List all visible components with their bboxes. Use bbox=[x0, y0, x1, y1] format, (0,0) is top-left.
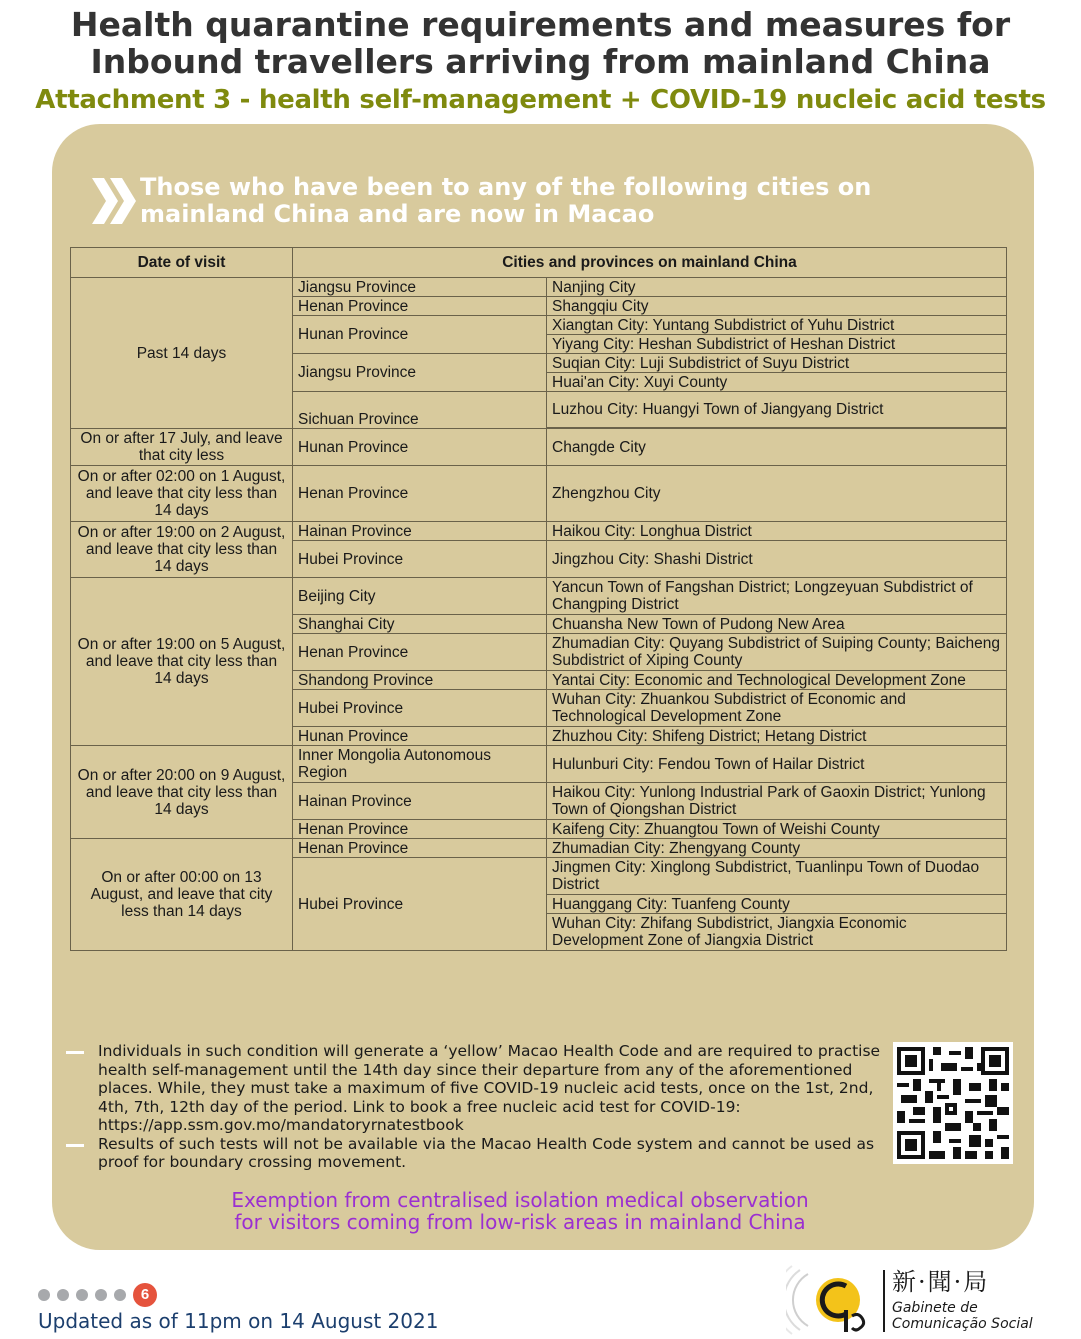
province-cell: Hainan Province bbox=[293, 783, 547, 820]
logo-portuguese-name bbox=[892, 1300, 1033, 1332]
city-cell: Haikou City: Longhua District bbox=[547, 522, 1007, 541]
note-item bbox=[64, 1135, 890, 1172]
logo-pt-line-2: Comunicação Social bbox=[892, 1316, 1033, 1332]
updated-timestamp: Updated as of 11pm on 14 August 2021 bbox=[38, 1309, 439, 1333]
province-cell: Hainan Province bbox=[293, 522, 547, 541]
province-cell: Hunan Province bbox=[293, 316, 547, 354]
city-cell: Jingzhou City: Shashi District bbox=[547, 541, 1007, 578]
city-cell: Xiangtan City: Yuntang Subdistrict of Yuhu District bbox=[547, 316, 1007, 335]
banner-text bbox=[140, 174, 960, 228]
province-cell: Henan Province bbox=[293, 634, 547, 671]
dash-bullet-icon bbox=[66, 1051, 84, 1054]
title-line-1: Health quarantine requirements and measures for bbox=[70, 5, 1011, 44]
section-banner bbox=[90, 174, 990, 230]
page-title bbox=[0, 6, 1081, 80]
date-cell: On or after 17 July, and leave that city less bbox=[71, 429, 293, 466]
province-cell: Henan Province bbox=[293, 839, 547, 858]
city-cell: Kaifeng City: Zhuangtou Town of Weishi County bbox=[547, 820, 1007, 839]
city-cell: Hulunburi City: Fendou Town of Hailar District bbox=[547, 746, 1007, 783]
city-cell: Wuhan City: Zhuankou Subdistrict of Economic and Technological Development Zone bbox=[547, 690, 1007, 727]
gcs-logo-mark-icon bbox=[786, 1264, 878, 1336]
city-cell: Changde City bbox=[547, 429, 1007, 466]
province-cell: Shanghai City bbox=[293, 615, 547, 634]
city-cell: Luzhou City: Huangyi Town of Jiangyang District bbox=[547, 392, 1007, 428]
city-cell: Wuhan City: Zhifang Subdistrict, Jiangxia Economic Development Zone of Jiangxia District bbox=[547, 914, 1007, 951]
city-cell: Shangqiu City bbox=[547, 297, 1007, 316]
city-cell: Yancun Town of Fangshan District; Longzeyuan Subdistrict of Changping District bbox=[547, 578, 1007, 615]
city-cell: Suqian City: Luji Subdistrict of Suyu District bbox=[547, 354, 1007, 373]
province-cell: Jiangsu Province bbox=[293, 354, 547, 392]
date-cell: Past 14 days bbox=[71, 278, 293, 429]
current-page-badge: 6 bbox=[133, 1283, 157, 1307]
province-cell: Henan Province bbox=[293, 297, 547, 316]
banner-line-1: Those who have been to any of the following cities on bbox=[140, 173, 872, 201]
date-cell: On or after 00:00 on 13 August, and leave that city less than 14 days bbox=[71, 839, 293, 951]
header-date-of-visit: Date of visit bbox=[71, 248, 293, 278]
province-cell: Hubei Province bbox=[293, 541, 547, 578]
city-cell: Huanggang City: Tuanfeng County bbox=[547, 895, 1007, 914]
double-chevron-right-icon bbox=[90, 176, 138, 226]
province-cell: Sichuan Province bbox=[293, 392, 547, 429]
exemption-line-1: Exemption from centralised isolation medical observation bbox=[231, 1188, 809, 1212]
qr-code-graphic bbox=[897, 1046, 1009, 1160]
page-dot[interactable] bbox=[95, 1289, 107, 1301]
note-item bbox=[64, 1042, 890, 1135]
page-subtitle: Attachment 3 - health self-management + COVID-19 nucleic acid tests bbox=[35, 85, 1046, 115]
header-cities-provinces: Cities and provinces on mainland China bbox=[293, 248, 1007, 278]
date-cell: On or after 19:00 on 5 August, and leave that city less than 14 days bbox=[71, 578, 293, 746]
page-dot[interactable] bbox=[114, 1289, 126, 1301]
city-cell: Zhengzhou City bbox=[547, 466, 1007, 522]
city-cell: Chuansha New Town of Pudong New Area bbox=[547, 615, 1007, 634]
city-cell: Zhumadian City: Zhengyang County bbox=[547, 839, 1007, 858]
page-dot[interactable] bbox=[38, 1289, 50, 1301]
gcs-logo bbox=[786, 1264, 1076, 1336]
logo-pt-line-1: Gabinete de bbox=[892, 1300, 978, 1316]
city-cell: Haikou City: Yunlong Industrial Park of Gaoxin District; Yunlong Town of Qiongshan District bbox=[547, 783, 1007, 820]
exemption-link[interactable] bbox=[120, 1189, 920, 1233]
province-cell: Henan Province bbox=[293, 820, 547, 839]
table-header-row bbox=[71, 248, 1007, 278]
exemption-line-2: for visitors coming from low-risk areas in mainland China bbox=[234, 1210, 806, 1234]
table-row bbox=[71, 839, 1007, 858]
table-row bbox=[71, 578, 1007, 615]
dash-bullet-icon bbox=[66, 1144, 84, 1147]
logo-chinese-name: 新·聞·局 bbox=[892, 1268, 990, 1296]
city-cell: Yantai City: Economic and Technological Development Zone bbox=[547, 671, 1007, 690]
province-cell: Hunan Province bbox=[293, 727, 547, 746]
date-cell: On or after 02:00 on 1 August, and leave that city less than 14 days bbox=[71, 466, 293, 522]
province-cell: Hubei Province bbox=[293, 690, 547, 727]
province-cell: Hunan Province bbox=[293, 429, 547, 466]
page-dot[interactable] bbox=[57, 1289, 69, 1301]
province-cell: Hubei Province bbox=[293, 858, 547, 951]
page-dot[interactable] bbox=[76, 1289, 88, 1301]
province-cell: Henan Province bbox=[293, 466, 547, 522]
title-line-2: Inbound travellers arriving from mainland China bbox=[90, 42, 991, 81]
notes-list bbox=[64, 1042, 890, 1172]
logo-divider bbox=[883, 1270, 885, 1332]
date-cell: On or after 19:00 on 2 August, and leave that city less than 14 days bbox=[71, 522, 293, 578]
page-indicator bbox=[38, 1283, 157, 1307]
province-cell: Inner Mongolia Autonomous Region bbox=[293, 746, 547, 783]
city-cell: Nanjing City bbox=[547, 278, 1007, 297]
province-cell: Jiangsu Province bbox=[293, 278, 547, 297]
city-cell: Zhuzhou City: Shifeng District; Hetang District bbox=[547, 727, 1007, 746]
province-cell: Shandong Province bbox=[293, 671, 547, 690]
qr-code-icon[interactable] bbox=[893, 1042, 1013, 1164]
city-cell: Huai'an City: Xuyi County bbox=[547, 373, 1007, 392]
table-row bbox=[71, 522, 1007, 541]
city-cell: Jingmen City: Xinglong Subdistrict, Tuanlinpu Town of Duodao District bbox=[547, 858, 1007, 895]
banner-line-2: mainland China and are now in Macao bbox=[140, 200, 655, 228]
note-text: Individuals in such condition will generate a ‘yellow’ Macao Health Code and are required to practise health self-management until the 14th day since their departure from any of the aforementioned places. While, they must take a maximum of five COVID-19 nucleic acid tests, once on the 1st, 2nd, 4th, 7th, 12th day of the period. Link to book a free nucleic acid test for COVID-19: https://app.ssm.gov.mo/mandatoryrnatestbook bbox=[98, 1042, 881, 1134]
city-cell: Yiyang City: Heshan Subdistrict of Heshan District bbox=[547, 335, 1007, 354]
table-row bbox=[71, 746, 1007, 783]
table-row bbox=[71, 429, 1007, 466]
table-row bbox=[71, 466, 1007, 522]
province-cell: Beijing City bbox=[293, 578, 547, 615]
city-cell: Zhumadian City: Quyang Subdistrict of Suiping County; Baicheng Subdistrict of Xiping County bbox=[547, 634, 1007, 671]
date-cell: On or after 20:00 on 9 August, and leave that city less than 14 days bbox=[71, 746, 293, 839]
cities-table bbox=[70, 247, 1007, 951]
table-row bbox=[71, 278, 1007, 297]
note-text: Results of such tests will not be available via the Macao Health Code system and cannot be used as proof for boundary crossing movement. bbox=[98, 1134, 875, 1171]
